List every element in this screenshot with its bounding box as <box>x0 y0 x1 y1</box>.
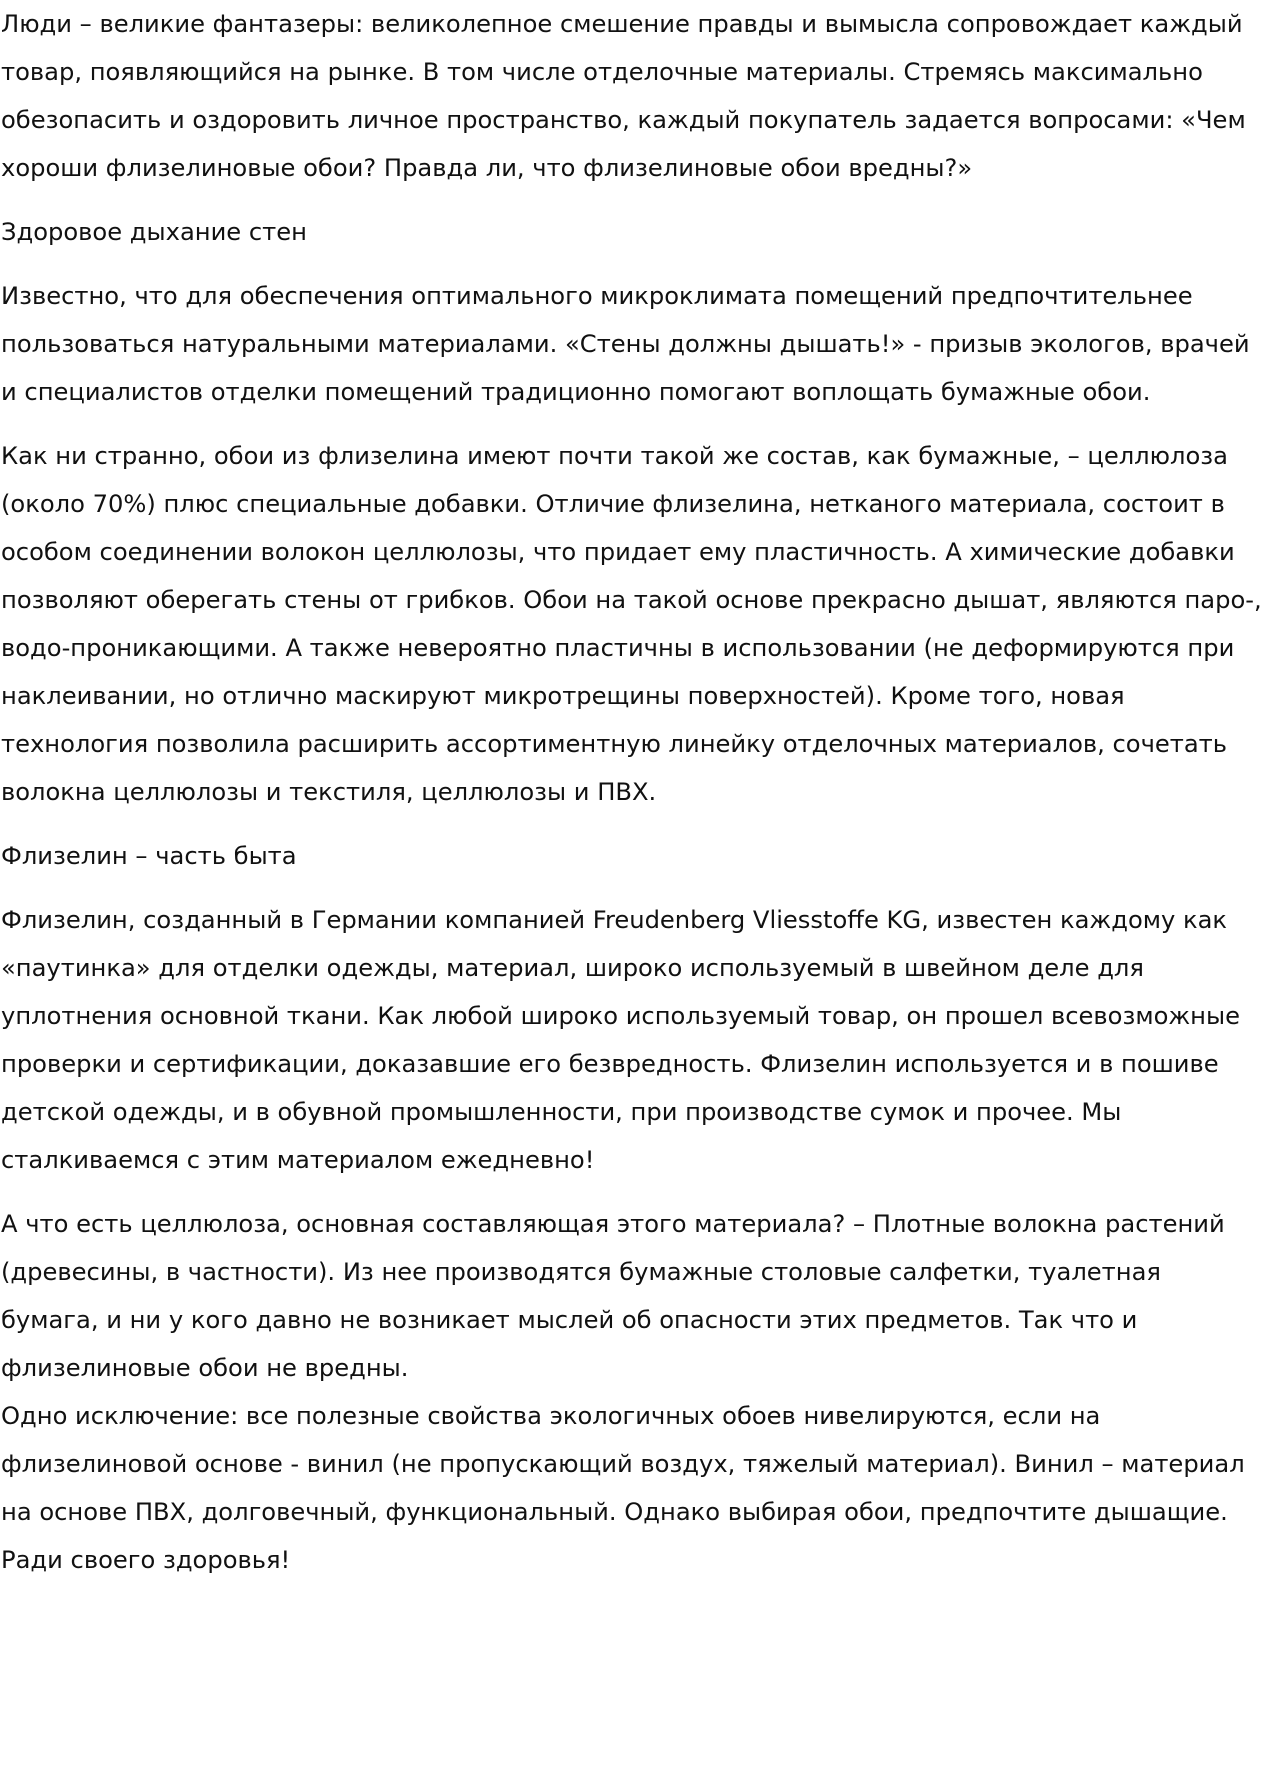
paragraph-natural-materials: Известно, что для обеспечения оптимального микроклимата помещений предпочтительнее пользоваться натуральными материалами. «Стены должны дышать!» - призыв экологов, врачей и специалистов отделки помещений традиционно помогают воплощать бумажные обои. <box>1 282 1250 406</box>
paragraph-cellulose: А что есть целлюлоза, основная составляющая этого материала? – Плотные волокна растений (древесины, в частности). Из нее производятся бумажные столовые салфетки, туалетная бумага, и ни у кого давно не возникает мыслей об опасности этих предметов. Так что и флизелиновые обои не вредны. <box>1 1210 1225 1382</box>
paragraph-fleece-origin: Флизелин, созданный в Германии компанией Freudenberg Vliesstoffe KG, известен каждому как «паутинка» для отделки одежды, материал, широко используемый в швейном деле для уплотнения основной ткани. Как любой широко используемый товар, он прошел всевозможные проверки и сертификации, доказавшие его безвредность. Флизелин используется и в пошиве детской одежды, и в обувной промышленности, при производстве сумок и прочее. Мы сталкиваемся с этим материалом ежедневно! <box>1 906 1240 1174</box>
paragraph-vinyl-exception: Одно исключение: все полезные свойства экологичных обоев нивелируются, если на флизелиновой основе - винил (не пропускающий воздух, тяжелый материал). Винил – материал на основе ПВХ, долговечный, функциональный. Однако выбирая обои, предпочтите дышащие. Ради своего здоровья! <box>1 1402 1245 1574</box>
paragraph-fleece-composition: Как ни странно, обои из флизелина имеют почти такой же состав, как бумажные, – целлюлоза (около 70%) плюс специальные добавки. Отличие флизелина, нетканого материала, состоит в особом соединении волокон целлюлозы, что придает ему пластичность. А химические добавки позволяют оберегать стены от грибков. Обои на такой основе прекрасно дышат, являются паро-, водо-проникающими. А также невероятно пластичны в использовании (не деформируются при наклеивании, но отлично маскируют микротрещины поверхностей). Кроме того, новая технология позволила расширить ассортиментную линейку отделочных материалов, сочетать волокна целлюлозы и текстиля, целлюлозы и ПВХ. <box>1 442 1262 806</box>
section-heading-fleece-everyday: Флизелин – часть быта <box>1 842 297 870</box>
section-heading-breathing-walls: Здоровое дыхание стен <box>1 218 307 246</box>
article-body <box>1 0 1263 1584</box>
intro-paragraph: Люди – великие фантазеры: великолепное смешение правды и вымысла сопровождает каждый товар, появляющийся на рынке. В том числе отделочные материалы. Стремясь максимально обезопасить и оздоровить личное пространство, каждый покупатель задается вопросами: «Чем хороши флизелиновые обои? Правда ли, что флизелиновые обои вредны?» <box>1 10 1246 182</box>
